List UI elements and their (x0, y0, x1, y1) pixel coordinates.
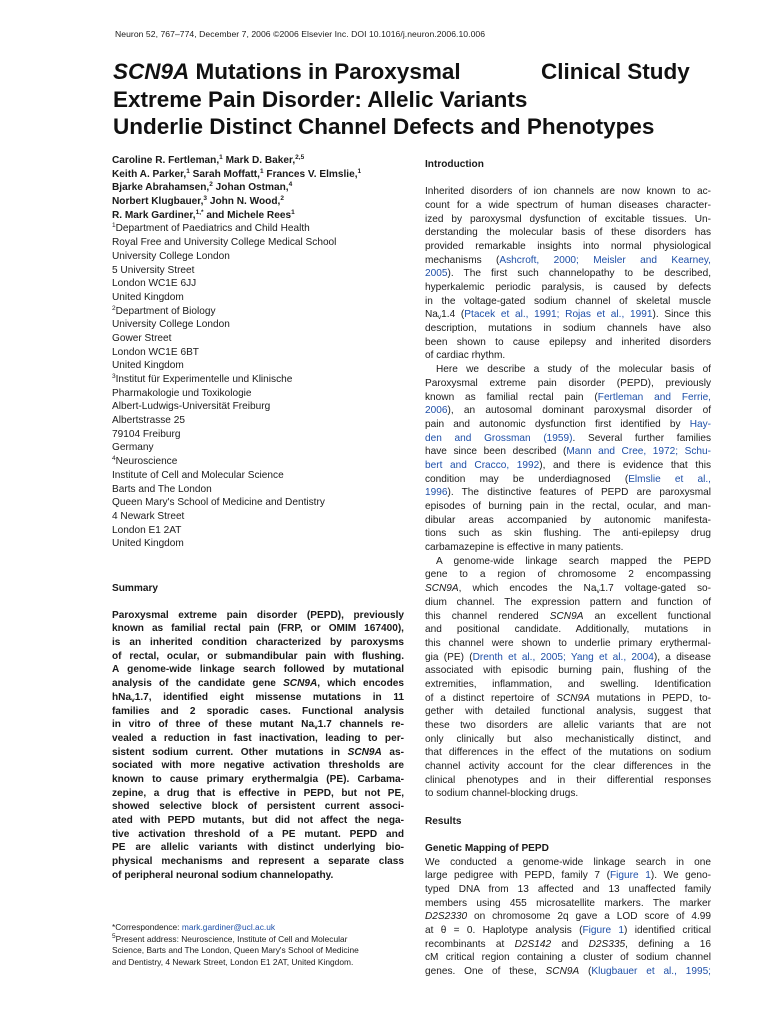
footnotes (112, 922, 404, 968)
results-line: typed DNA from 13 affected and 13 unaffected family (425, 883, 711, 895)
intro-line: clinical phenotypes and in their differential responses (425, 774, 711, 786)
affiliation-line: Gower Street (112, 332, 172, 344)
results-line: We conducted a genome-wide linkage search in one (425, 856, 711, 868)
intro-line: these two disorders are allelic variants that are not (425, 720, 711, 731)
present-address-footnote: Science, Barts and The London, Queen Mary's School of Medicine (112, 945, 359, 955)
author-list (112, 154, 404, 222)
intro-line: gene to a region of chromosome 2 encompassing (425, 569, 711, 581)
intro-line: Inherited disorders of ion channels are now known to ac- (425, 186, 711, 198)
summary-line: families and 2 sporadic cases. Functional analysis (112, 705, 404, 717)
affiliation-line: United Kingdom (112, 360, 184, 372)
intro-line: this channel rendered SCN9A an excellent functional (425, 610, 711, 622)
present-address-footnote: and Dentistry, 4 Newark Street, London E1 2AT, United Kingdom. (112, 956, 354, 967)
present-address-footnote: $^5$Present address: Neuroscience, Institute of Cell and Molecular (112, 932, 348, 944)
affiliation-line: Pharmakologie und Toxikologie (112, 387, 252, 399)
affiliation-line: Albertstrasse 25 (112, 415, 185, 427)
right-column (425, 158, 711, 979)
intro-line: den and Grossman (1959). Several further families (425, 432, 711, 444)
title-line-3: Underlie Distinct Channel Defects and Phenotypes (113, 114, 655, 139)
intro-line: provided remarkable insights into normal physiological (425, 240, 711, 252)
affiliation-line: 4 Newark Street (112, 510, 185, 522)
summary-line: of rectal, ocular, or submandibular pain with flushing. (112, 650, 404, 662)
affiliation-line: 79104 Freiburg (112, 428, 181, 440)
intro-line: been shown to cause epilepsy and inherited disorders (425, 336, 711, 348)
summary-line: analysis of the candidate gene SCN9A, which encodes (112, 678, 404, 690)
summary-line: Paroxysmal extreme pain disorder (PEPD), previously (112, 609, 404, 621)
title-gene: SCN9A (113, 59, 190, 84)
intro-line: of cardiac rhythm. (425, 350, 506, 362)
results-line: members using 455 microsatellite markers. The marker (425, 897, 711, 909)
results-line: large pedigree with PEPD, family 7 (Figure 1). We geno- (425, 870, 711, 882)
journal-citation-header: Neuron 52, 767–774, December 7, 2006 ©2006 Elsevier Inc. DOI 10.1016/j.neuron.2006.10.006 (115, 29, 486, 39)
intro-line: ized by paroxysmal dysfunction of excitable tissues. Un- (425, 213, 711, 225)
summary-line: PE are allelic variants with distinct underlying bio- (112, 842, 404, 854)
affiliation-line: London E1 2AT (112, 524, 182, 536)
affiliation-line: University College London (112, 250, 230, 262)
affiliation-line: United Kingdom (112, 291, 184, 303)
affiliation-list (112, 222, 404, 551)
intro-line: $Na_v1.4$ (Ptacek et al., 1991; Rojas et al., 1991). Since this (425, 309, 712, 322)
intro-line: derstanding the molecular basis of these disorders has (425, 227, 711, 239)
intro-line: that differences in the effect of the mutations on sodium (425, 747, 711, 759)
affiliation-line: $^3$Institut für Experimentelle und Klinische (112, 373, 293, 385)
results-subheading: Genetic Mapping of PEPD (425, 842, 549, 854)
correspondence-email-link[interactable]: mark.gardiner@ucl.ac.uk (181, 922, 276, 932)
summary-line: showed selective block of persistent current associ- (112, 801, 404, 813)
intro-line: condition may be underdiagnosed (Elmslie et al., (425, 473, 711, 485)
intro-line: this channel were shown to underlie primary erythermal- (425, 637, 711, 649)
author-line: Norbert Klugbauer,$^3$ John N. Wood,$^2$ (112, 195, 284, 208)
intro-line: A genome-wide linkage search mapped the PEPD (436, 555, 711, 567)
intro-line: known as familial rectal pain (Fertleman and Ferrie, (425, 391, 711, 403)
article-type-label: Clinical Study (541, 59, 690, 84)
results-line: recombinants at D2S142 and D2S335, defining a 16 (425, 938, 712, 950)
intro-line: pain and autonomic dysfunction first identified by Hay- (425, 418, 711, 430)
summary-abstract (112, 609, 404, 883)
summary-line: hNa$_v$1.7, identified eight missense mutations in 11 (112, 691, 404, 704)
summary-line: ated with PEPD mutants, but did not affect the nega- (112, 815, 404, 826)
introduction-heading: Introduction (425, 159, 484, 170)
intro-line: description, mutations in sodium channels have also (425, 323, 711, 335)
correspondence-footnote: *Correspondence: mark.gardiner@ucl.ac.uk (112, 922, 276, 932)
affiliation-line: Institute of Cell and Molecular Science (112, 469, 284, 481)
summary-line: known to cause primary erythermalgia (PE). Carbama- (112, 773, 404, 785)
intro-line: associated with episodic burning pain, flushing of the (425, 665, 711, 677)
affiliation-line: 5 University Street (112, 264, 195, 276)
summary-line: is an inherited condition characterized by paroxysms (112, 637, 404, 649)
intro-line: 2005). The first such channelopathy to be described, (425, 268, 711, 280)
intro-line: gia (PE) (Drenth et al., 2005; Yang et al., 2004), a disease (425, 651, 711, 663)
summary-line: zepine, a drug that is effective in PEPD, but not PE, (112, 787, 404, 799)
intro-line: dium channel. The expression pattern and function of (425, 596, 711, 608)
affiliation-line: London WC1E 6JJ (112, 278, 197, 290)
author-line: Caroline R. Fertleman,$^1$ Mark D. Baker,$^{2,5}$ (112, 154, 305, 166)
intro-line: to sodium channel-blocking drugs. (425, 788, 579, 800)
intro-line: channel activity account for the clear differences in the (425, 761, 711, 773)
affiliation-line: $^4$Neuroscience (112, 455, 178, 468)
intro-line: and positional candidate. Additionally, mutations in (425, 624, 711, 636)
affiliation-line: Barts and The London (112, 483, 212, 495)
summary-section (112, 582, 404, 882)
affiliation-line: Queen Mary's School of Medicine and Dentistry (112, 497, 325, 509)
author-line: Bjarke Abrahamsen,$^2$ Johan Ostman,$^4$ (112, 181, 293, 194)
introduction-text (425, 185, 711, 801)
affiliation-line: London WC1E 6BT (112, 346, 199, 358)
summary-line: tive activation threshold of a PE mutant. PEPD and (112, 828, 404, 840)
intro-line: extremities, inflammation, and swelling. Identification (425, 678, 711, 690)
summary-line: known as familial rectal pain (FRP, or OMIM 167400), (112, 623, 404, 635)
intro-line: Here we describe a study of the molecular basis of (436, 364, 711, 376)
intro-line: count for a wide spectrum of human diseases character- (425, 199, 711, 211)
results-line: at θ = 0. Haplotype analysis (Figure 1) identified critical (425, 924, 712, 936)
summary-line: A genome-wide linkage search followed by mutational (112, 664, 404, 676)
affiliation-line: United Kingdom (112, 538, 184, 550)
affiliation-line: University College London (112, 319, 230, 331)
intro-line: dibular areas accompanied by autonomic manifesta- (425, 514, 711, 526)
intro-line: 1996). The distinctive features of PEPD are paroxysmal (425, 487, 711, 499)
summary-line: sociated with more negative activation thresholds are (112, 760, 404, 772)
results-line: genes. One of these, SCN9A (Klugbauer et al., 1995; (425, 966, 711, 977)
intro-line: 2006), an autosomal dominant paroxysmal disorder of (425, 405, 711, 417)
affiliation-line: Albert-Ludwigs-Universität Freiburg (112, 401, 271, 413)
summary-line: in vitro of three of these mutant $Na_v1.7$ channels re- (112, 719, 404, 732)
summary-line: of peripheral neuronal sodium channelopathy. (112, 869, 334, 881)
left-column (112, 154, 404, 551)
affiliation-line: $^2$Department of Biology (112, 304, 216, 317)
intro-line: Paroxysmal extreme pain disorder (PEPD), previously (425, 377, 711, 389)
summary-heading: Summary (112, 583, 159, 594)
affiliation-line: Germany (112, 442, 154, 454)
intro-line: mechanisms (Ashcroft, 2000; Meisler and Kearney, (425, 254, 711, 266)
intro-line: episodes of burning pain in the rectal, ocular, and man- (425, 501, 711, 512)
summary-line: physical mechanisms and represent a separate class (112, 856, 404, 868)
results-line: cM critical region containing a cluster of sodium channel (425, 952, 711, 964)
results-heading: Results (425, 815, 462, 827)
author-line: Keith A. Parker,$^1$ Sarah Moffatt,$^1$ Frances V. Elmslie,$^1$ (112, 167, 362, 180)
affiliation-line: Royal Free and University College Medical School (112, 237, 337, 249)
intro-line: only clinically but also mechanistically distinct, and (425, 733, 711, 745)
author-line: R. Mark Gardiner,$^{1,*}$ and Michele Rees$^1$ (112, 208, 295, 221)
intro-line: SCN9A, which encodes the $Na_v1.7$ voltage-gated so- (425, 583, 711, 596)
summary-line: vealed a reduction in fast inactivation, leading to per- (112, 732, 404, 744)
intro-line: in the voltage-gated sodium channel of skeletal muscle (425, 295, 711, 307)
results-line: D2S2330 on chromosome 2q gave a LOD score of 4.99 (425, 911, 711, 923)
title-line-2: Extreme Pain Disorder: Allelic Variants (113, 86, 528, 112)
intro-line: bert and Cracco, 1992), and there is evidence that this (425, 459, 711, 471)
intro-line: tions such as skin flushing. The anti-epilepsy drug (425, 528, 711, 540)
intro-line: have since been described (Mann and Cree, 1972; Schu- (425, 446, 711, 458)
intro-line: gether with detailed functional analysis, suggest that (425, 706, 711, 718)
intro-line: carbamazepine is effective in many patients. (425, 542, 624, 554)
intro-line: of a distinct repertoire of SCN9A mutations in PEPD, to- (425, 692, 712, 704)
affiliation-line: $^1$Department of Paediatrics and Child Health (112, 222, 310, 235)
title-line-1-text: Mutations in Paroxysmal (189, 59, 461, 84)
summary-line: sistent sodium current. Other mutations in SCN9A as- (112, 746, 404, 758)
results-text (425, 856, 711, 979)
intro-line: hyperkalemic periodic paralysis, is caused by defects (425, 282, 711, 293)
